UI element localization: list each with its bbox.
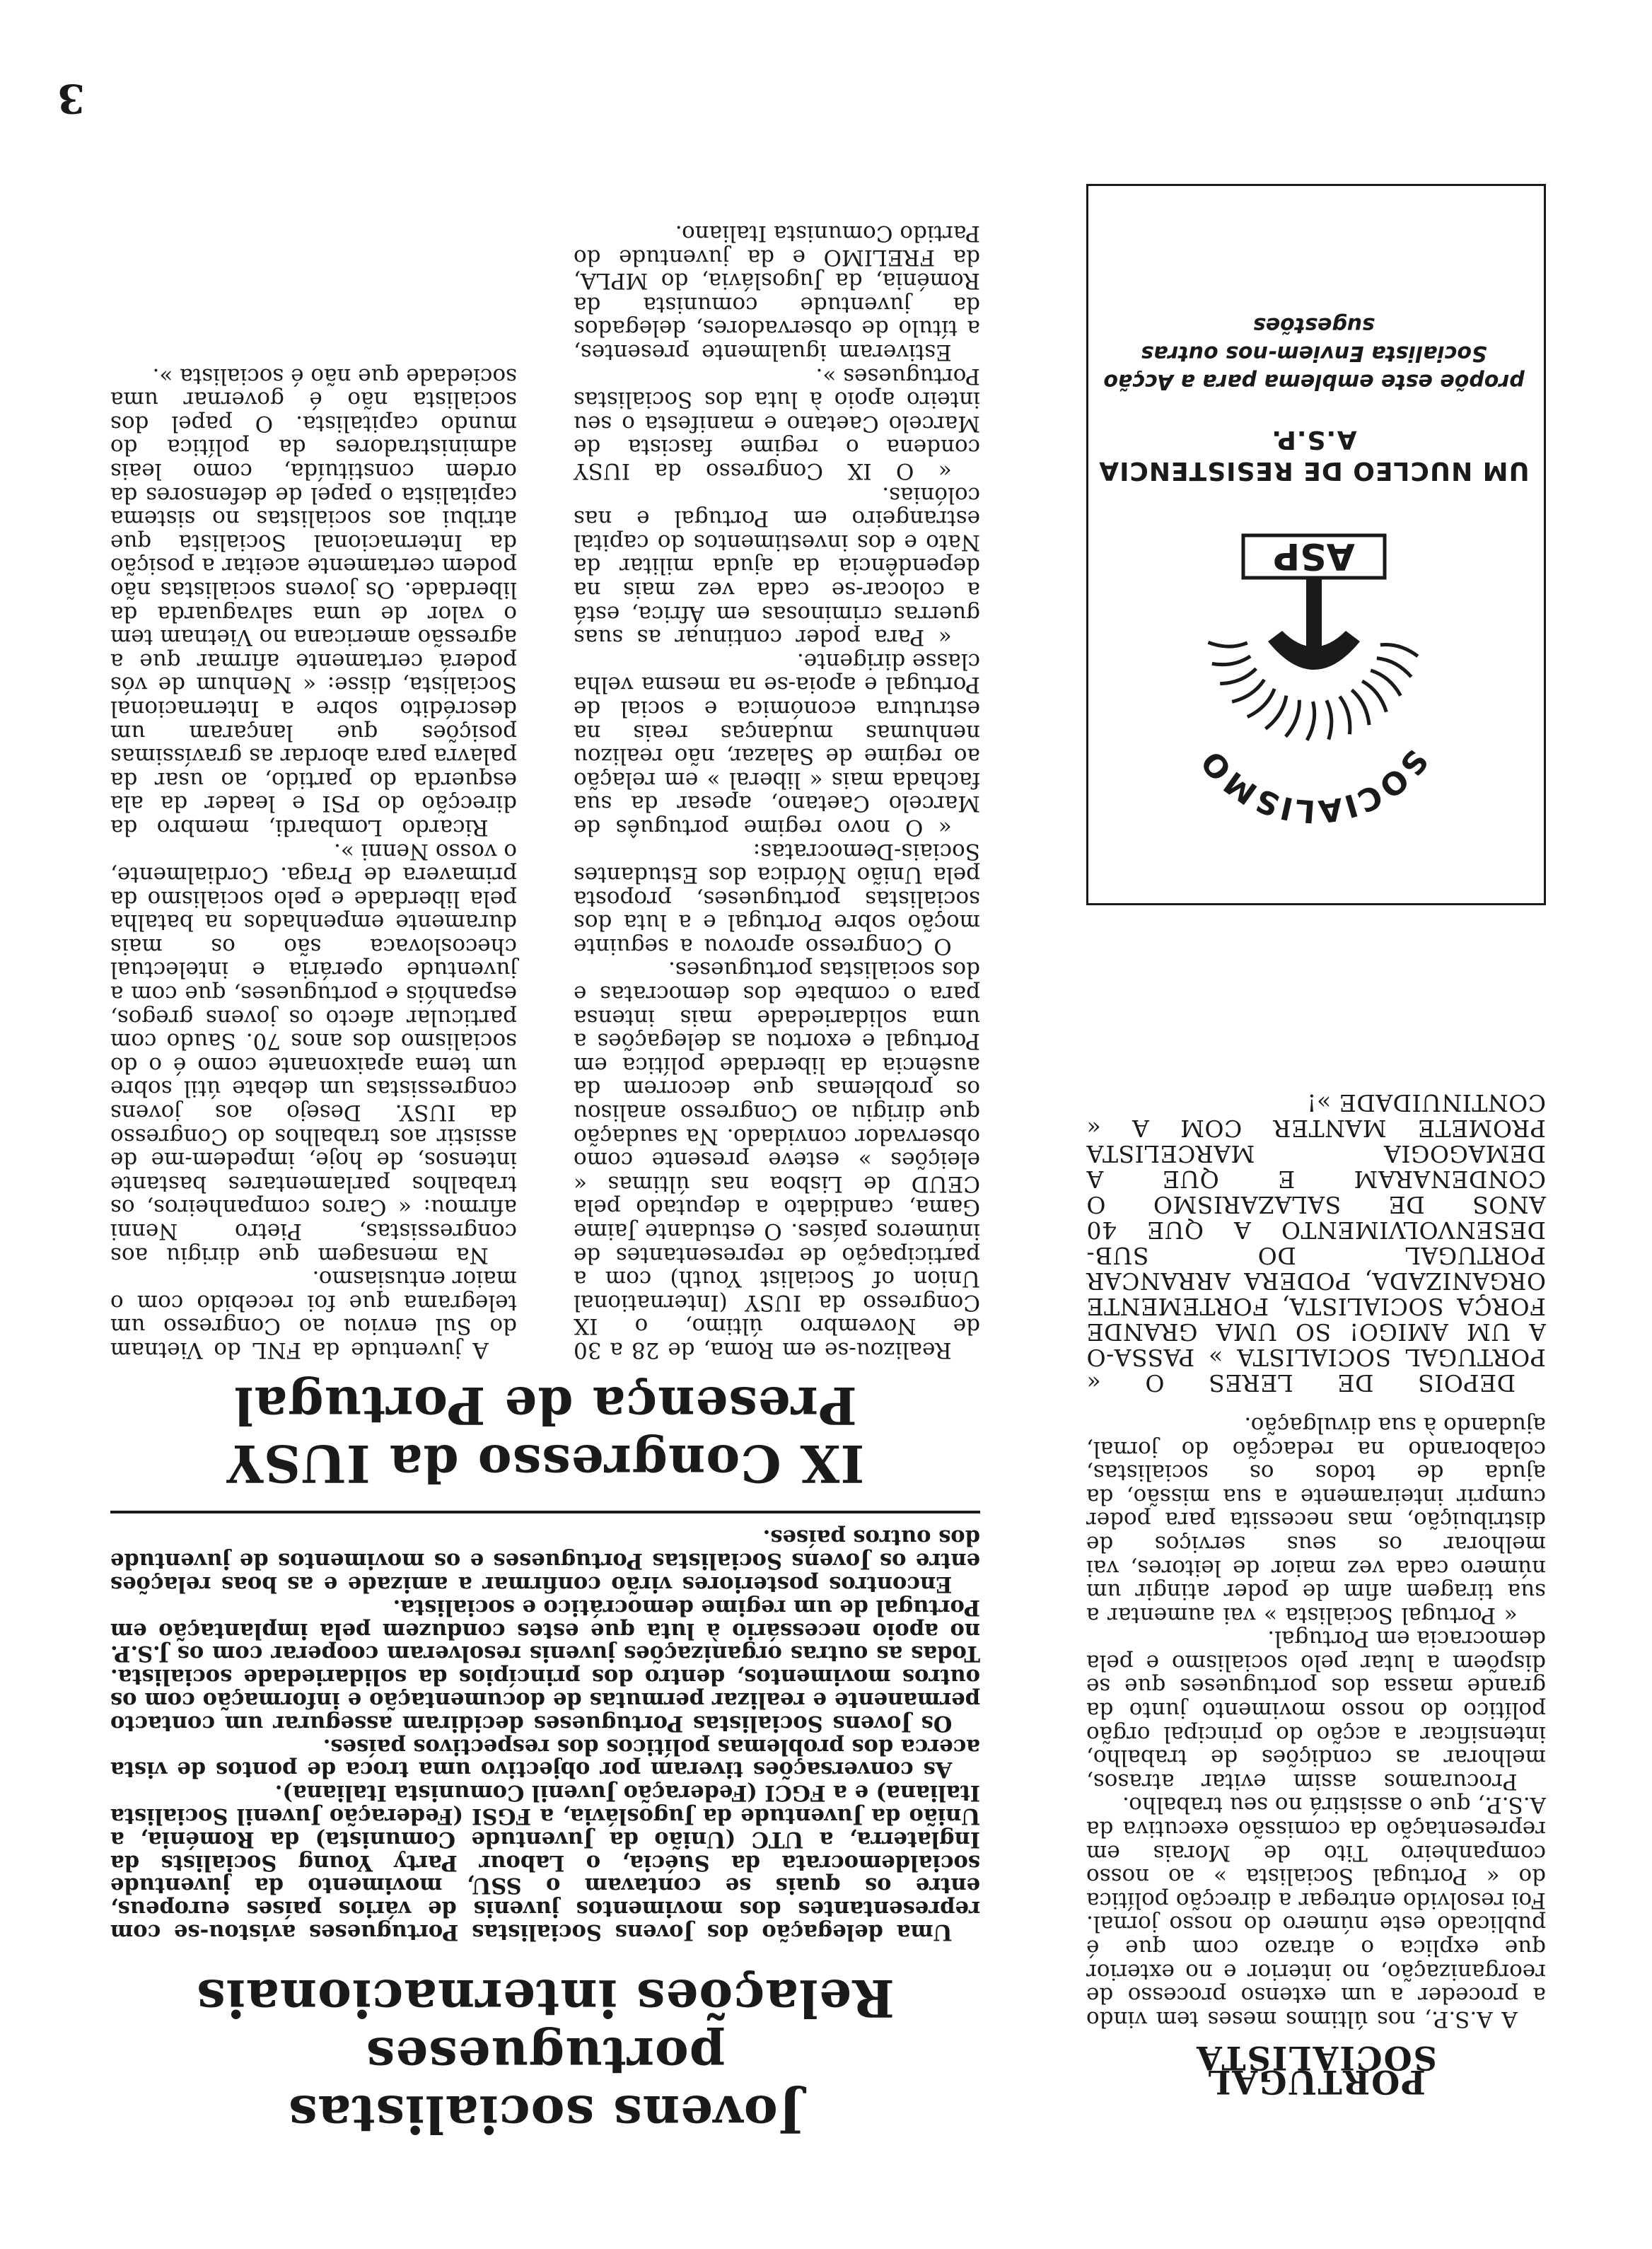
article-paragraph: Encontros posteriores virão confirmar a amizade e as boas relações entre os Jovens Socialistas Portugueses e os movimentos de juventude dos outros países.	[110, 1525, 980, 1598]
article-paragraph: Na mensagem que dirigiu aos congressistas, Pietro Nenni afirmou: « Caros companheiros, os trabalhos parlamentares bastante intensos, de hoje, impedem-me de assistir aos trabalhos do Congresso da IUSY. Desejo aos jovens congressistas um debate útil sobre um tema apaixonante como é o do socialismo dos anos 70. Saudo com particular afecto os jovens gregos, espanhóis e portugueses, que com a juventude operária e intelectual checoslovaca são os mais duramente empenhados na batalha pela liberdade e pelo socialismo da primavera de Praga. Cordialmente, o vosso Nenni ».	[110, 838, 517, 1268]
article-paragraph: Estiveram igualmente presentes, a título de observadores, delegados da juventude comunista da Roménia, da Jugoslávia, do MPLA, da FRELIMO e da juventude do Partido Comunista Italiano.	[574, 221, 980, 366]
page-number: 3	[57, 75, 85, 122]
article-iusy-column-b	[110, 364, 517, 1361]
article-paragraph: O Congresso aprovou a seguinte moção sobre Portugal e a luta dos socialistas portugueses, proposta pela União Nórdica dos Estudantes Sociais-Democratas:	[574, 838, 980, 959]
emblem-caption	[1098, 310, 1530, 486]
article-paragraph: Realizou-se em Roma, de 28 a 30 de Novembro último, o IX Congresso da IUSY (International Union of Socialist Youth) com a participação de representantes de inúmeros países. O estudante Jaime Gama, candidato a deputado pela CEUD de Lisboa nas últimas « eleições » esteve presente como observador convidado. Na saudação que dirigiu ao Congresso analisou os problemas que decorrem da ausência da liberdade política em Portugal e exortou as delegações a uma solidariedade mais intensa para o combate dos democratas e dos socialistas portugueses.	[574, 957, 980, 1363]
article-paragraph: « Para poder continuar as suas guerras criminosas em África, está a colocar-se cada vez mais na dependência da ajuda militar da Nato e dos investimentos do capital estrangeiro em Portugal e nas colónias.	[574, 482, 980, 651]
article-body	[110, 1526, 980, 1943]
article-title: IX Congresso da IUSY	[226, 1434, 865, 1494]
article-iusy-column-a	[574, 221, 980, 1362]
article-paragraph: A juventude da FNL do Vietnam do Sul enviou ao Congresso um telegrama que foi recebido com o maior entusiasmo.	[110, 1266, 517, 1363]
asp-emblem-icon	[1155, 507, 1473, 875]
article-paragraph: Os Jovens Socialistas Portugueses decidiram assegurar um contacto permanente e realizar permutas de documentação e informação com os outros movimentos, dentro dos princípios da solidariedade socialista. Todas as outras organizações juvenis resolveram cooperar com os J.S.P. no apoio necessário à luta que estes conduzem pela implantação em Portugal de um regime democrático e socialista.	[110, 1594, 980, 1736]
emblem-ray	[1339, 697, 1350, 735]
article-subtitle: Presença de Portugal	[233, 1376, 857, 1436]
emblem-ray	[1307, 702, 1315, 740]
article-iusy-heading	[110, 1376, 980, 1492]
emblem-ray	[1220, 668, 1256, 683]
emblem-ray	[1351, 690, 1369, 726]
emblem-title: UM NUCLEO DE RESISTENCIA A.S.P.	[1098, 425, 1530, 485]
left-paragraph: A A.S.P., nos últimos meses tem vindo a proceder a um extenso processo de reorganização, no interior e no exterior que explica o atrazo com que é publicado este número do nosso jornal. Foi resolvido entregar a direcção política do « Portugal Socialista » ao nosso companheiro Tito de Morais em representação da comissão executiva da A.S.P., que o assistirá no seu trabalho.	[1086, 1792, 1546, 2032]
article-subtitle: Relações internacionais	[196, 1968, 895, 2028]
masthead: PORTUGAL SOCIALISTA	[1195, 2039, 1437, 2101]
slogan-text: DEPOIS DE LERES O « PORTUGAL SOCIALISTA » PASSA-O A UM AMIGO! SO UMA GRANDE FORÇA SOCIALISTA, FORTEMENTE ORGANIZADA, PODERA ARRANCAR PORTUGAL DO SUB-DESENVOLVIMENTO A QUE 40 ANOS DE SALAZARISMO O CONDENARAM E QUE A DEMAGOGIA MARCELISTA PROMETE MANTER COM A « CONTINUIDADE »!	[1086, 1089, 1546, 1397]
svg-text:SOCIALISMO	[1194, 743, 1435, 830]
emblem-ray	[1380, 644, 1418, 656]
article-paragraph: Ricardo Lombardi, membro da direcção do PSI e leader da ala esquerda do partido, ao usar da palavra para abordar as gravíssimas posições que lançaram um descrédito sobre a Internacional Socialista, disse: « Nenhum de vós poderá certamente afirmar que a agressão americana no Vietnam tem o valor de uma salvaguarda da liberdade. Os jovens socialistas não podem certamente aceitar a posição da Internacional Socialista que atribui aos socialistas no sistema capitalista o papel de defensores da ordem constituída, como leais administradores da política do mundo capitalista. O papel dos socialista não é governar uma sociedade que não é socialista ».	[110, 363, 517, 840]
emblem-arc-text: SOCIALISMO	[1193, 743, 1435, 830]
article-paragraph: Uma delegação dos Jovens Socialistas Portugueses avistou-se com representantes dos movimentos juvenis de vários países europeus, entre os quais se contavam o SSU, movimento da juventude socialdemocrata da Suécia, o Labour Party Young Socialists da Inglaterra, a UTC (União da Juventude Comunista) da Roménia, a União da Juventude da Jugoslávia, a FGSI (Federação Juvenil Socialista Italiana) e a FGCI (Federação Juvenil Comunista Italiana).	[110, 1780, 980, 1945]
article-paragraph: « O novo regime português de Marcelo Caetano, apesar da sua fachada mais « liberal » em relação ao regime de Salazar, não realizou nenhumas mudanças reais na estrutura económica e social de Portugal e apoia-se na mesma velha classe dirigente.	[574, 648, 980, 840]
emblem-ray	[1327, 700, 1332, 739]
left-paragraph: Procuramos assim evitar atrasos, melhorar as condições de trabalho, intensificar a acção do principal orgão político do nosso movimento junto da grande massa dos portugueses que se dispõem a lutar pelo socialismo e pela democracia em Portugal.	[1086, 1626, 1546, 1794]
article-paragraph: « O IX Congresso da IUSY condena o regime fascista de Marcelo Caetano e manifesta o seu inteiro apoio à luta dos Socialistas Portugueses ».	[574, 363, 980, 484]
section-divider	[110, 1511, 980, 1513]
article-relacoes	[110, 1526, 980, 2143]
emblem-logo-text: ASP	[1273, 535, 1355, 577]
emblem-subtitle: propõe este emblema para a Acção Socialista Enviem-nos outras sugestões	[1103, 313, 1525, 394]
article-paragraph: As conversações tiveram por objectivo uma troca de pontos de vista acerca dos problemas políticos dos respectivos países.	[110, 1733, 980, 1783]
emblem-ray	[1232, 680, 1264, 702]
left-paragraph: « Portugal Socialista » vai aumentar a sua tiragem afim de poder atingir um número cada vez maior de leitores, vai melhorar os seus serviços de distribuição, mas necessita para poder cumprir inteiramente a sua missão, da ajuda de todos os socialistas, colaborando na redacção do jornal, ajudando à sua divulgação.	[1086, 1412, 1546, 1628]
emblem-ray	[1286, 700, 1299, 737]
emblem-ray	[1208, 642, 1247, 646]
left-column	[1086, 1089, 1546, 2101]
emblem-box	[1086, 184, 1546, 905]
article-title: Jovens socialistas portugueses	[288, 2026, 803, 2144]
emblem-ray	[1212, 656, 1250, 665]
